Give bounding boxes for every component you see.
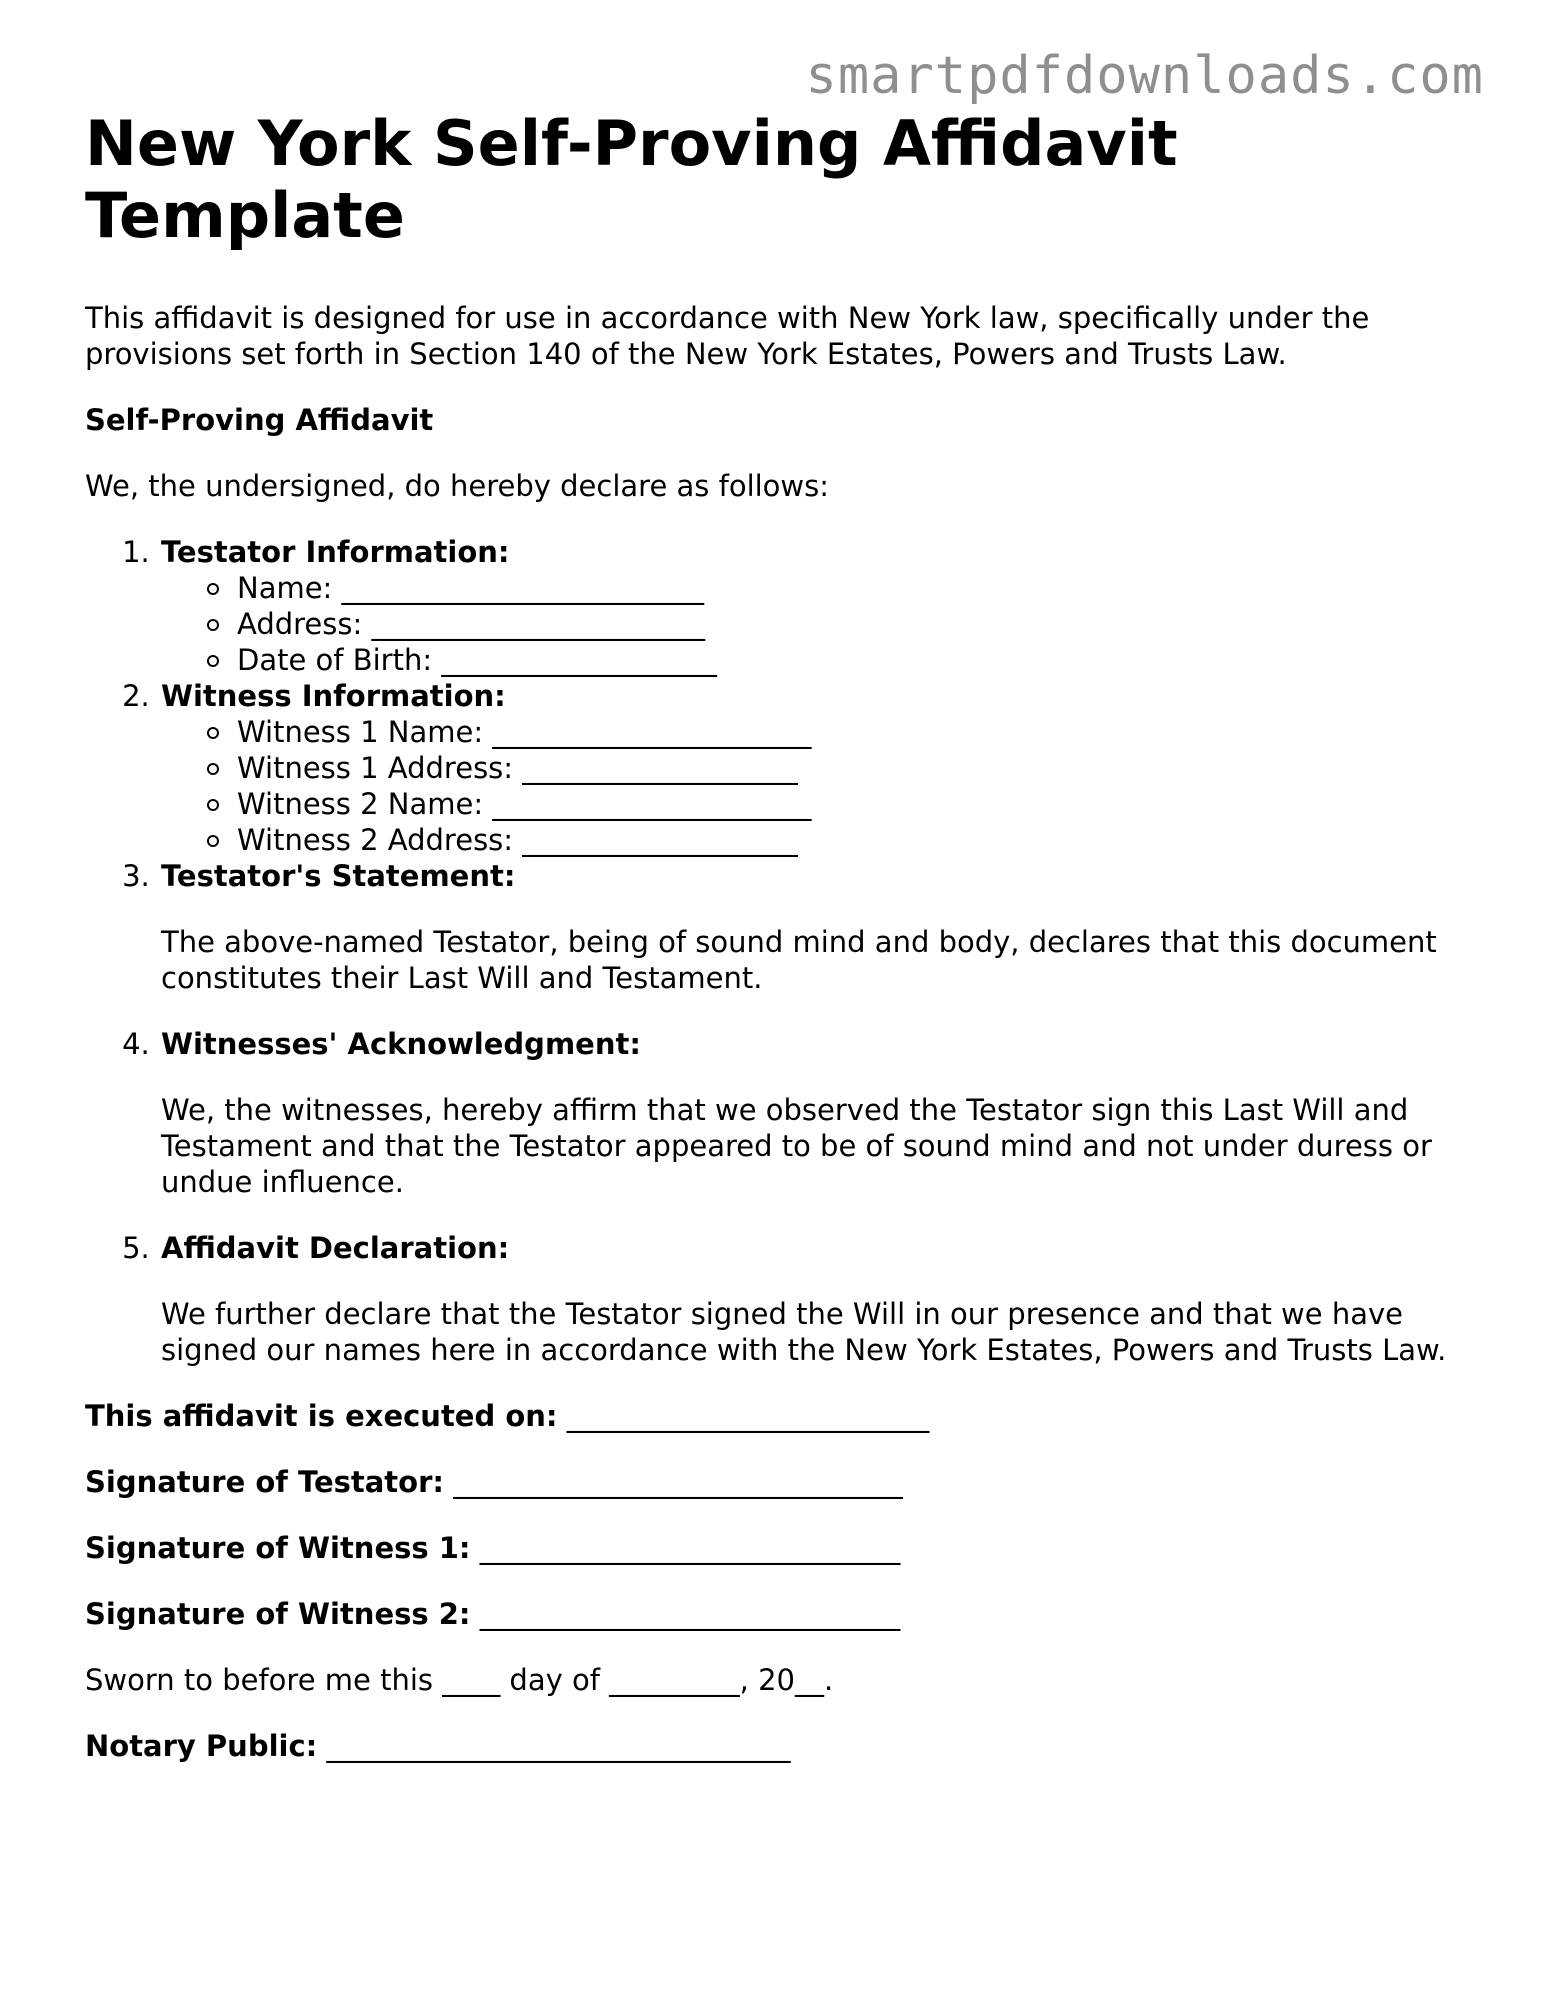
list-item-affidavit-declaration	[159, 1230, 1465, 1368]
affidavit-sections-list	[85, 534, 1465, 1368]
notary-public-line	[85, 1728, 1465, 1764]
signature-testator-label: Signature of Testator:	[85, 1465, 444, 1499]
list-item-witnesses-acknowledgment	[159, 1026, 1465, 1200]
watermark: smartpdfdownloads.com	[805, 46, 1484, 106]
intro-paragraph: This affidavit is designed for use in accordance with New York law, specifically under the provisions set forth in Section 140 of the New York Estates, Powers and Trusts Law.	[85, 301, 1370, 371]
signature-witness1-label: Signature of Witness 1:	[85, 1531, 471, 1565]
witnesses-acknowledgment-label: Witnesses' Acknowledgment:	[161, 1027, 641, 1061]
executed-on-blank: _________________________	[566, 1399, 930, 1433]
witness2-name-field: Witness 2 Name: ______________________	[237, 786, 1465, 822]
testator-name-field: Name: _________________________	[237, 570, 1465, 606]
signature-witness2-blank: _____________________________	[479, 1597, 901, 1631]
witness-fields-list	[161, 714, 1465, 858]
page-title: New York Self-Proving Affidavit Template	[85, 107, 1178, 252]
executed-on-line	[85, 1398, 1465, 1434]
list-item-testator-statement	[159, 858, 1465, 996]
witnesses-acknowledgment-text: We, the witnesses, hereby affirm that we observed the Testator sign this Last Will and Testament and that the Testator appeared to be of sound mind and not under duress or undue influence.	[161, 1093, 1432, 1199]
section-heading: Self-Proving Affidavit	[85, 403, 434, 437]
witness-information-label: Witness Information:	[161, 679, 506, 713]
testator-address-field: Address: _______________________	[237, 606, 1465, 642]
affidavit-declaration-label: Affidavit Declaration:	[161, 1231, 510, 1265]
testator-dob-field: Date of Birth: ___________________	[237, 642, 1465, 678]
signature-witness1-blank: _____________________________	[479, 1531, 901, 1565]
list-item-testator-information	[159, 534, 1465, 678]
witness1-name-field: Witness 1 Name: ______________________	[237, 714, 1465, 750]
execution-block	[85, 1398, 1465, 1764]
notary-public-label: Notary Public:	[85, 1729, 318, 1763]
testator-fields-list	[161, 570, 1465, 678]
lead-paragraph: We, the undersigned, do hereby declare as follows:	[85, 469, 830, 503]
executed-on-label: This affidavit is executed on:	[85, 1399, 558, 1433]
signature-witness1-line	[85, 1530, 1465, 1566]
sworn-statement: Sworn to before me this ____ day of _________, 20__.	[85, 1663, 834, 1697]
witness1-address-field: Witness 1 Address: ___________________	[237, 750, 1465, 786]
signature-witness2-label: Signature of Witness 2:	[85, 1597, 471, 1631]
witness2-address-field: Witness 2 Address: ___________________	[237, 822, 1465, 858]
testator-statement-label: Testator's Statement:	[161, 859, 516, 893]
notary-public-blank: ________________________________	[326, 1729, 791, 1763]
signature-testator-line	[85, 1464, 1465, 1500]
affidavit-declaration-text: We further declare that the Testator signed the Will in our presence and that we have signed our names here in accordance with the New York Estates, Powers and Trusts Law.	[161, 1297, 1447, 1367]
signature-witness2-line	[85, 1596, 1465, 1632]
document-page	[85, 108, 1465, 1764]
list-item-witness-information	[159, 678, 1465, 858]
testator-information-label: Testator Information:	[161, 535, 510, 569]
testator-statement-text: The above-named Testator, being of sound mind and body, declares that this document constitutes their Last Will and Testament.	[161, 925, 1437, 995]
signature-testator-blank: _______________________________	[453, 1465, 903, 1499]
